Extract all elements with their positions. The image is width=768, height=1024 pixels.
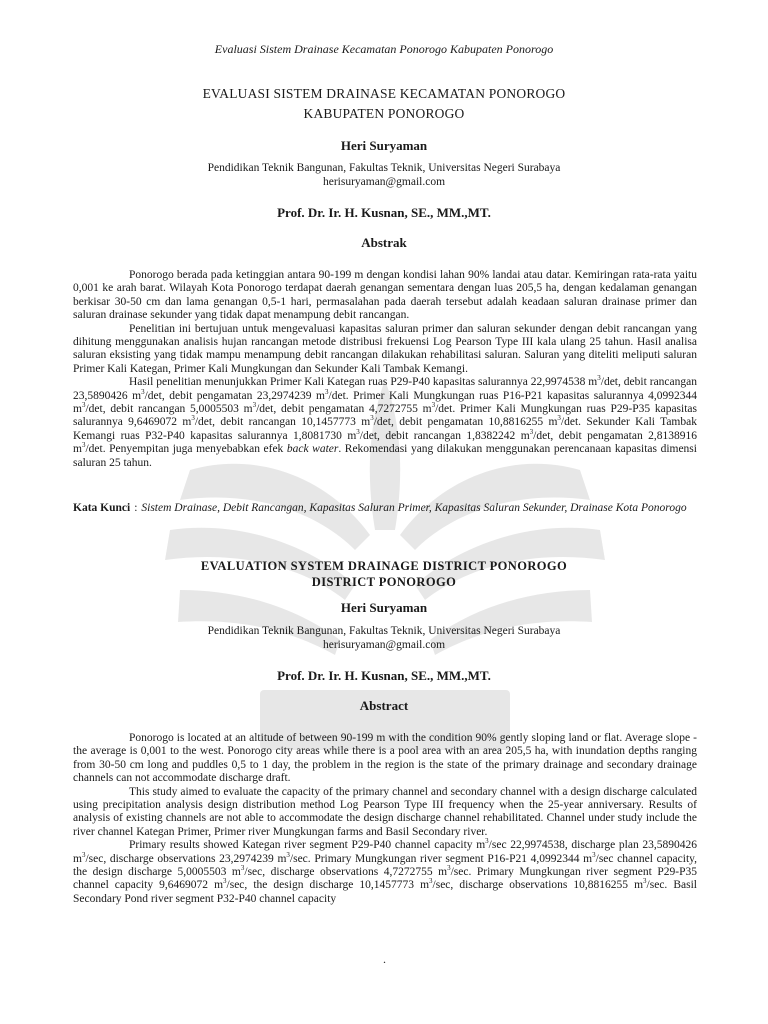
abstract-paragraph-en-2: This study aimed to evaluate the capacity of the primary channel and secondary channel with a design discharge calculated using precipitation analysis design distribution method Log Pearson Type III frequency when the 25-year anniversary. Results of analysis of existing channels are not able to accommodate the design discharge channel rehabilitated. Channel under study include the river channel Kategan Primer, Primer river Mungkungan farms and Basil Secondary river. (73, 785, 697, 838)
keywords-label: Kata Kunci (73, 502, 131, 514)
running-head: Evaluasi Sistem Drainase Kecamatan Ponorogo Kabupaten Ponorogo (214, 42, 554, 56)
abstract-paragraph-id-3: Hasil penelitian menunjukkan Primer Kali Kategan ruas P29-P40 kapasitas salurannya 22,9974538 $m^3/\det$, debit rancangan 23,5890426 $m^3/\det$, debit pengamatan 23,2974239 $m^3/\det$. Primer Kali Mungkungan ruas P16-P21 kapasitas salurannya 4,0992344 $m^3/\det$, debit rancangan 5,0005503 $m^3/\det$, debit pengamatan 4,7272755 $m^3/\det$. Primer Kali Mungkungan ruas P29-P35 kapasitas salurannya 9,6469072 $m^3/\det$, debit rancangan 10,1457773 $m^3/\det$, debit pengamatan 10,8816255 $m^3/\det$. Sekunder Kali Tambak Kemangi ruas P32-P40 kapasitas salurannya 1,8081730 $m^3/\det$, debit rancangan 1,8382242 $m^3/\det$, debit pengamatan 2,8138916 $m^3/\det$. Penyempitan juga menyebabkan efek back water. Rekomendasi yang dilakukan menggunakan perencanaan kapasitas dimensi saluran 25 tahun. (73, 374, 698, 469)
abstract-body-id (73, 269, 697, 470)
affiliation-id (60, 161, 708, 189)
affiliation-id-text: Pendidikan Teknik Bangunan, Fakultas Teknik, Universitas Negeri Surabaya (207, 162, 561, 174)
paper-title-en-line2: DISTRICT PONOROGO (311, 575, 457, 589)
page-marker: . (383, 952, 386, 966)
paper-title-id-line1: EVALUASI SISTEM DRAINASE KECAMATAN PONOROGO (202, 86, 566, 101)
keywords-id (73, 502, 697, 515)
abstract-body-en (73, 732, 697, 906)
abstract-heading-id: Abstrak (361, 235, 407, 250)
abstract-heading-en: Abstract (359, 698, 409, 713)
abstract-paragraph-en-3: Primary results showed Kategan river segment P29-P40 channel capacity $m^3/\sec$ 22,9974538, discharge plan 23,5890426 $m^3/\sec$, discharge observations 23,2974239 $m^3/\sec$. Primary Mungkungan river segment P16-P21 4,0992344 $m^3/\sec$ channel capacity, the design discharge 5,0005503 $m^3/\sec$, discharge observations 4,7272755 $m^3/\sec$. Primary Mungkungan river segment P29-P35 channel capacity 9,6469072 $m^3/\sec$, the design discharge 10,1457773 $m^3/\sec$, discharge observations 10,8816255 $m^3/\sec$. Basil Secondary Pond river segment P32-P40 channel capacity (73, 837, 698, 905)
advisor-name-en: Prof. Dr. Ir. H. Kusnan, SE., MM.,MT. (277, 668, 491, 683)
affiliation-en-text: Pendidikan Teknik Bangunan, Fakultas Teknik, Universitas Negeri Surabaya (207, 625, 561, 637)
keywords-separator: : (134, 502, 138, 514)
keywords-text: Sistem Drainase, Debit Rancangan, Kapasitas Saluran Primer, Kapasitas Saluran Sekunder, Drainase Kota Ponorogo (141, 502, 687, 514)
paper-title-en-line1: EVALUATION SYSTEM DRAINAGE DISTRICT PONOROGO (200, 559, 568, 573)
author-name-id: Heri Suryaman (340, 138, 428, 153)
abstract-paragraph-id-1: Ponorogo berada pada ketinggian antara 90-199 m dengan kondisi lahan 90% landai atau datar. Kemiringan rata-rata yaitu 0,001 ke arah barat. Wilayah Kota Ponorogo terdapat daerah genangan sementara dengan luas 205,5 ha, dengan kedalaman genangan berkisar 30-50 cm dan lama genangan 0,5-1 hari, permasalahan pada daerah tersebut adalah keadaan saluran drainase primer dan saluran drainase sekunder yang tidak dapat menampung debit rancangan. (73, 269, 697, 322)
advisor-name-id: Prof. Dr. Ir. H. Kusnan, SE., MM.,MT. (277, 205, 491, 220)
author-email-en: herisuryaman@gmail.com (322, 639, 446, 651)
abstract-paragraph-id-2: Penelitian ini bertujuan untuk mengevaluasi kapasitas saluran primer dan saluran sekunder dengan debit rancangan yang dihitung menggunakan analisis hujan rancangan metode distribusi frekuensi Log Pearson Type III kala ulang 25 tahun. Hasil analisa saluran eksisting yang tidak mampu menampung debit rancangan dilakukan rehabilitasi saluran. Saluran yang diteliti meliputi saluran Primer Kali Kategan, Primer Kali Mungkungan dan Sekunder Kali Tambak Kemangi. (73, 322, 697, 375)
paper-title-id-line2: KABUPATEN PONOROGO (303, 106, 465, 121)
paper-title-en (60, 558, 708, 590)
author-email-id: herisuryaman@gmail.com (322, 176, 446, 188)
paper-title-id (60, 84, 708, 124)
author-name-en: Heri Suryaman (340, 600, 428, 615)
affiliation-en (60, 624, 708, 652)
abstract-paragraph-en-1: Ponorogo is located at an altitude of between 90-199 m with the condition 90% gently sloping land or flat. Average slope - the average is 0,001 to the west. Ponorogo city areas while there is a pool area with an area 205,5 ha, with inundation depths ranging from 30-50 cm long and puddles 0,5 to 1 day, the problem in the region is the state of the primary drainage and secondary drainage channels can not accommodate discharge draft. (73, 732, 697, 785)
